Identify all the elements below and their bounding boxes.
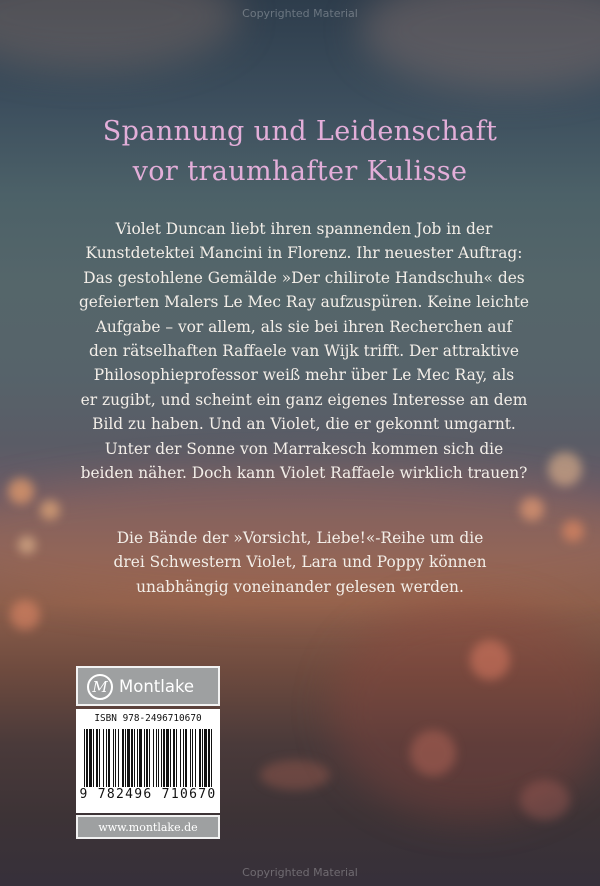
blurb-line: den rätselhaften Raffaele van Wijk trifft. Der attraktive [88, 342, 520, 361]
bokeh-light [260, 760, 330, 790]
bokeh-light [562, 520, 584, 542]
bokeh-light [520, 780, 570, 820]
bokeh-light [548, 452, 582, 486]
copyright-watermark: Copyrighted Material [242, 866, 358, 879]
isbn-label: ISBN 978-2496710670 [94, 713, 202, 724]
blurb-line: Unter der Sonne von Marrakesch kommen sich die [104, 439, 504, 458]
bokeh-light [40, 500, 60, 520]
bokeh-light [520, 497, 544, 521]
series-note-line: Die Bände der »Vorsicht, Liebe!«-Reihe um die [116, 529, 484, 547]
series-note [60, 526, 540, 599]
cover-headline [60, 112, 540, 192]
blurb-line: er zugibt, und scheint ein ganz eigenes Interesse an dem [80, 390, 528, 409]
series-note-line: drei Schwestern Violet, Lara und Poppy können [113, 553, 487, 572]
blurb-line: Violet Duncan liebt ihren spannenden Job in der [115, 220, 493, 238]
blurb-line: Aufgabe – vor allem, als sie bei ihren Recherchen auf [95, 317, 513, 336]
montlake-logo-icon: M [87, 674, 113, 700]
blurb-line: Das gestohlene Gemälde »Der chilirote Handschuh« des [83, 268, 525, 287]
bokeh-light [470, 640, 510, 680]
barcode-icon [84, 729, 212, 787]
blurb-line: gefeierten Malers Le Mec Ray aufzuspüren. Keine leichte [78, 293, 530, 312]
barcode-panel [76, 709, 220, 813]
blurb-line: beiden näher. Doch kann Violet Raffaele wirklich trauen? [80, 464, 528, 483]
blurb-text [60, 217, 548, 485]
blurb-line: Kunstdetektei Mancini in Florenz. Ihr neuester Auftrag: [85, 244, 523, 263]
headline-line: vor traumhafter Kulisse [132, 156, 468, 187]
publisher-url: www.montlake.de [98, 821, 198, 834]
barcode-digits: 9 782496 710670 [79, 787, 217, 802]
bokeh-light [10, 600, 40, 630]
copyright-watermark: Copyrighted Material [242, 7, 358, 20]
bokeh-light [18, 536, 36, 554]
blurb-line: Bild zu haben. Und an Violet, die er gekonnt umgarnt. [92, 415, 516, 434]
headline-line: Spannung und Leidenschaft [102, 116, 498, 147]
publisher-url-box [76, 815, 220, 839]
publisher-name: Montlake [119, 677, 195, 696]
bokeh-light [8, 478, 34, 504]
bokeh-light [410, 730, 456, 776]
series-note-line: unabhängig voneinander gelesen werden. [136, 577, 464, 596]
blurb-line: Philosophieprofessor weiß mehr über Le Mec Ray, als [93, 366, 515, 385]
publisher-logo [76, 666, 220, 706]
